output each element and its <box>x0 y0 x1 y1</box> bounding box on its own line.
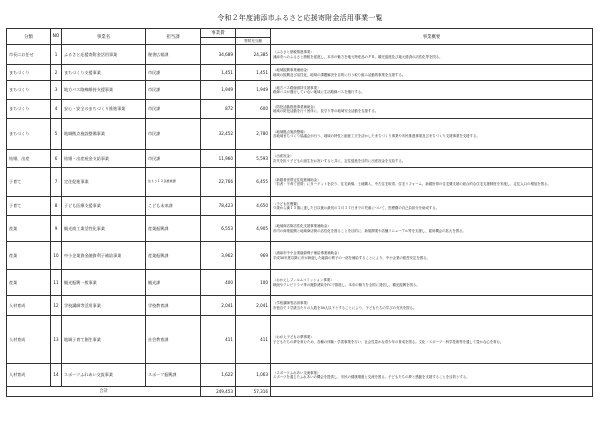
row-department: 社会教育課 <box>146 316 201 364</box>
table-body <box>7 45 593 387</box>
row-donation-amount: 5,593 <box>236 150 271 168</box>
row-category: 産業 <box>7 270 51 296</box>
row-number: 7 <box>51 168 62 197</box>
table-row <box>7 45 593 65</box>
row-detail-heading: （地方バス路線維持支援事業） <box>273 85 321 90</box>
total-detail-blank <box>271 387 593 397</box>
header-name: 事業名 <box>62 29 146 45</box>
table-row <box>7 270 593 296</box>
row-detail-heading: （スポーツふれあい交流事業） <box>273 370 321 375</box>
row-category: まちづくり <box>7 81 51 100</box>
row-department: 住もう１２条推進課 <box>146 168 201 197</box>
row-detail-text: 映画やテレビドラマ等の撮影誘致をFCで推進し、本市の魅力を全国に発信し、観光振興を図る。 <box>273 282 420 287</box>
table-row <box>7 65 593 81</box>
row-detail-text: 地域の防犯活動を行う団体に、見守り等の地域安全活動を支援する。 <box>273 109 379 113</box>
row-amount: 32,452 <box>201 119 236 150</box>
row-donation-amount: 969 <box>236 242 271 270</box>
row-detail-heading: （子ども医療費） <box>273 201 301 206</box>
row-department: こども未来課 <box>146 197 201 216</box>
row-number: 12 <box>51 296 62 316</box>
row-project-name: 安心・安全のまちづくり推進事業 <box>62 100 146 119</box>
table-row <box>7 364 593 387</box>
row-detail <box>271 242 593 270</box>
table-row <box>7 216 593 242</box>
row-detail-text: 路線バスが運行していない地域に生活路線バスを運行する。 <box>273 90 365 94</box>
row-department: 市民課 <box>146 65 201 81</box>
row-category: 子育て <box>7 168 51 197</box>
row-donation-amount: 2,041 <box>236 296 271 316</box>
row-department: 秘書広報課 <box>146 45 201 65</box>
row-project-name: 学校講師等活用事業 <box>62 296 146 316</box>
total-label: 合計 <box>7 387 201 397</box>
row-detail <box>271 216 593 242</box>
row-department: 産業振興課 <box>146 242 201 270</box>
row-detail <box>271 65 593 81</box>
row-amount: 6,553 <box>201 216 236 242</box>
table-row <box>7 81 593 100</box>
total-amount: 249,453 <box>201 387 236 397</box>
row-detail-heading: （浦添市中小企業融資利子補給事業補助金） <box>273 251 341 256</box>
row-project-name: スポーツふれあい交流事業 <box>62 364 146 387</box>
row-detail <box>271 119 593 150</box>
header-blank <box>236 29 271 38</box>
total-sub-amount: 57,316 <box>236 387 271 397</box>
row-donation-amount: 1,063 <box>236 364 271 387</box>
table-row <box>7 296 593 316</box>
row-number: 13 <box>51 316 62 364</box>
row-number: 4 <box>51 100 62 119</box>
row-detail <box>271 296 593 316</box>
row-amount: 872 <box>201 100 236 119</box>
row-number: 10 <box>51 242 62 270</box>
row-detail-heading: （出産祝金） <box>273 154 294 159</box>
row-project-name: 観光商工業活性化事業 <box>62 216 146 242</box>
table-row <box>7 119 593 150</box>
row-amount: 34,689 <box>201 45 236 65</box>
row-detail-text: 次代を担う子どもの誕生をお祝いすると共に、定住促進を目的に出産祝金を支給する。 <box>273 158 406 163</box>
row-amount: 3,962 <box>201 242 236 270</box>
row-donation-amount: 100 <box>236 270 271 296</box>
table-row <box>7 150 593 168</box>
table-row <box>7 100 593 119</box>
row-number: 11 <box>51 270 62 296</box>
row-detail <box>271 197 593 216</box>
header-dept: 担当課 <box>146 29 201 45</box>
row-detail-heading: （学校講師等活用事業） <box>273 301 311 306</box>
header-sub-amount: 寄附充当額 <box>236 38 271 45</box>
row-amount: 1,622 <box>201 364 236 387</box>
row-category: 市長にお任せ <box>7 45 51 65</box>
row-category: 結婚、出産 <box>7 150 51 168</box>
row-detail-text: ０歳から満１５歳に達した日以後の最初の３月３１日までの児童について、医療費の自己負担分を助成する。 <box>273 206 440 210</box>
row-category: まちづくり <box>7 119 51 150</box>
row-detail <box>271 364 593 387</box>
row-department: スポーツ振興課 <box>146 364 201 387</box>
row-detail-heading: （防犯活動推進事業補助金） <box>273 104 318 109</box>
row-project-name: 観光振興一般事業 <box>62 270 146 296</box>
row-department: 学校教育課 <box>146 296 201 316</box>
row-detail <box>271 316 593 364</box>
row-detail <box>271 81 593 100</box>
row-project-name: 地方バス路線維持支援事業 <box>62 81 146 100</box>
row-detail-heading: （新婚者世帯定住促進補助金） <box>273 177 321 182</box>
row-category: まちづくり <box>7 100 51 119</box>
header-amount-blank <box>201 38 236 45</box>
header-no: NO <box>51 29 62 45</box>
row-detail <box>271 168 593 197</box>
row-category: まちづくり <box>7 65 51 81</box>
row-amount: 78,423 <box>201 197 236 216</box>
row-project-name: 地域子育て創生事業 <box>62 316 146 364</box>
row-category: 人材育成 <box>7 296 51 316</box>
row-project-name: 地域拠点施設整備事業 <box>62 119 146 150</box>
row-donation-amount: 1,949 <box>236 81 271 100</box>
row-detail-text: 市内の商業振興と地域商店街の活性化を図ることを目的に、新規開業や店舗リニューアル等を支援し、雇用機会の拡大を図る。 <box>273 228 466 233</box>
table-row <box>7 168 593 197</box>
row-department: 市民課 <box>146 81 201 100</box>
row-number: 2 <box>51 65 62 81</box>
row-department: 市民課 <box>146 150 201 168</box>
row-amount: 411 <box>201 316 236 364</box>
row-project-name: ふるさと応援寄附金活用事業 <box>62 45 146 65</box>
row-donation-amount: 6,455 <box>236 168 271 197</box>
row-project-name: 子ども医療支援事業 <box>62 197 146 216</box>
row-project-name: まちづくり支援事業 <box>62 65 146 81</box>
row-category: 産業 <box>7 242 51 270</box>
header-amount: 事業費 <box>201 29 236 38</box>
row-detail-text: 子どもたちの夢を育むため、各種の体験・学習事業を行い、社会性豊かな青少年の育成を図る。文化・スポーツ・科学技術等を通して豊かな心を育む。 <box>273 339 504 344</box>
header-detail: 事業概要 <box>271 29 593 45</box>
row-amount: 1,451 <box>201 65 236 81</box>
row-project-name: 結婚・出産祝金支給事業 <box>62 150 146 168</box>
row-category: 人材育成 <box>7 316 51 364</box>
row-detail-heading: （おかえしフィルムコミッション事業） <box>273 278 334 283</box>
total-row <box>7 387 593 397</box>
header-category: 分類 <box>7 29 51 45</box>
row-detail-heading: （地域商店街活性化支援事業補助金） <box>273 224 331 229</box>
row-number: 3 <box>51 81 62 100</box>
row-category: 人材育成 <box>7 364 51 387</box>
row-detail-text: 市独自で１学級当たりの人数を34人以下とすることにより、子どもたちの学びの充実を図る。 <box>273 305 417 310</box>
row-amount: 2,041 <box>201 296 236 316</box>
row-detail-text: 地域の振興及び活性化、地域の課題解決を目的に行う取り組み活動的事業を支援する。 <box>273 72 406 77</box>
row-donation-amount: 411 <box>236 316 271 364</box>
row-donation-amount: 600 <box>236 100 271 119</box>
row-detail-text: スポーツを通じたふれあいの機会を提供し、市民の健康増進と交流を図る。子どもたちの夢と感動を支援することを目的とする。 <box>273 375 470 379</box>
row-project-name: 中小企業資金融資利子補給事業 <box>62 242 146 270</box>
row-amount: 22,766 <box>201 168 236 197</box>
row-detail-heading: （ふるさと納税推進事業） <box>273 50 314 55</box>
row-donation-amount: 2,780 <box>236 119 271 150</box>
row-detail-heading: （地域振興事業補助金） <box>273 68 311 73</box>
document-title: 令和２年度浦添市ふるさと応援寄附金活用事業一覧 <box>217 14 383 22</box>
row-category: 産業 <box>7 216 51 242</box>
project-table <box>6 28 593 397</box>
row-category: 子育て <box>7 197 51 216</box>
row-donation-amount: 1,451 <box>236 65 271 81</box>
row-amount: 400 <box>201 270 236 296</box>
row-detail <box>271 270 593 296</box>
row-amount: 11,960 <box>201 150 236 168</box>
row-detail-heading: （地域拠点施設整備） <box>273 129 307 134</box>
row-department: 観光課 <box>146 270 201 296</box>
row-number: 9 <box>51 216 62 242</box>
row-detail-text: 浦添市へのふるさと納税を促進し、本市の魅力を地元特産品のＰＲ、観光促進及び地元経済の活性化等を図る。 <box>273 54 443 59</box>
row-number: 6 <box>51 150 62 168</box>
row-detail-text: 各地域まちづくり協議会が行う、地域の特性と創意工夫を活かしたまちづくり事業や市民推進事業及びまちづくり支援事業を支援する。 <box>273 134 480 138</box>
row-detail-heading: （おがえ子どもの夢事業） <box>273 335 314 340</box>
row-detail <box>271 45 593 65</box>
table-row <box>7 197 593 216</box>
table-row <box>7 242 593 270</box>
row-department: 産業振興課 <box>146 216 201 242</box>
row-detail-text: 平成30年度以降に市が斡旋した融資の利子の一部を補給することにより、中小企業の経営安定を図る。 <box>273 255 430 260</box>
row-detail-text: 「若者・子育て世帯」にターゲットを絞り、住宅新築、土地購入、中古住宅取得、住宅リフォーム、新婚世帯の住宅費支援の総合的な住宅支援制度を実施し、定住人口の増加を図る。 <box>273 182 551 186</box>
row-amount: 1,949 <box>201 81 236 100</box>
row-number: 8 <box>51 197 62 216</box>
row-number: 1 <box>51 45 62 65</box>
row-department: 市民課 <box>146 100 201 119</box>
row-donation-amount: 24,385 <box>236 45 271 65</box>
row-detail <box>271 100 593 119</box>
row-donation-amount: 4,650 <box>236 197 271 216</box>
row-project-name: 定住促進事業 <box>62 168 146 197</box>
row-department: 市民課 <box>146 119 201 150</box>
row-number: 5 <box>51 119 62 150</box>
row-number: 14 <box>51 364 62 387</box>
row-donation-amount: 4,905 <box>236 216 271 242</box>
header-row <box>7 29 593 38</box>
table-row <box>7 316 593 364</box>
row-detail <box>271 150 593 168</box>
